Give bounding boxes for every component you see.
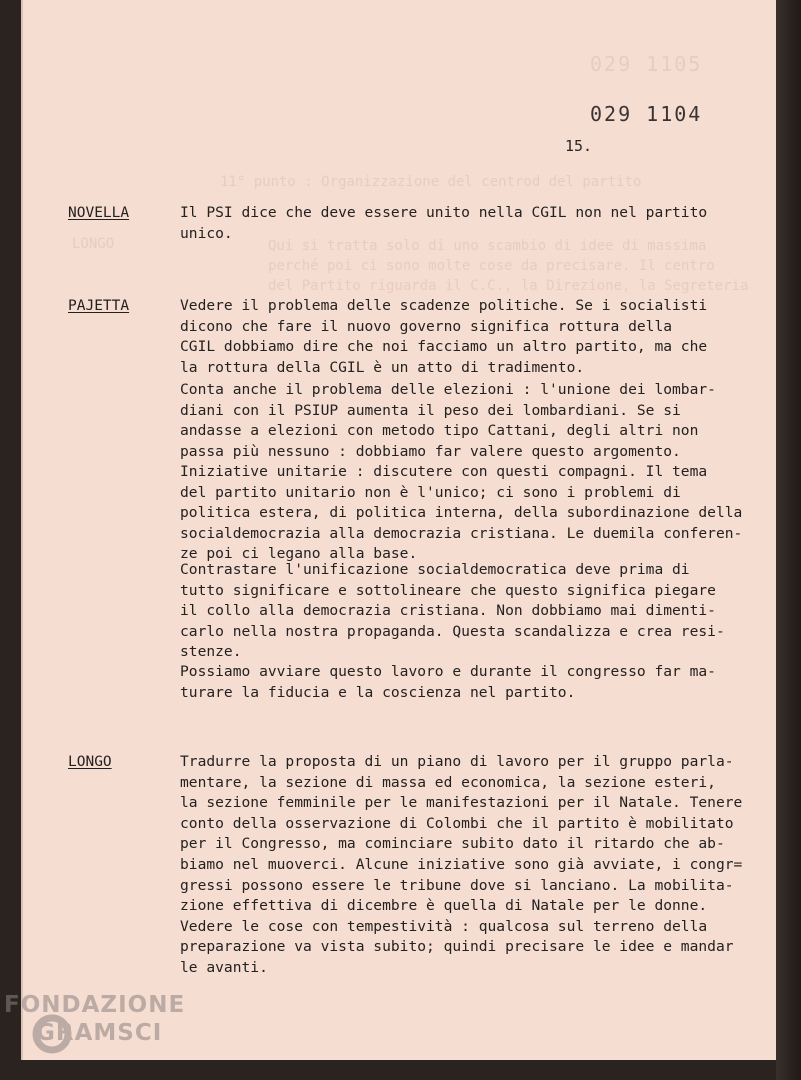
paragraph-pajetta-1: Vedere il problema delle scadenze politiche. Se i socialisti dicono che fare il nuovo governo significa rottura della CGIL dobbiamo dire che noi facciamo un altro partito, ma che la rottura della CGIL è un atto di tradimento. — [180, 297, 708, 376]
watermark-line-1: FONDAZIONE — [4, 992, 186, 1018]
speaker-longo: LONGO — [68, 754, 112, 770]
paragraph-pajetta-2: Conta anche il problema delle elezioni : l'unione dei lombar- diani con il PSIUP aumenta il peso dei lombardiani. Se si andasse a elezioni con metodo tipo Cattani, degli altri non passa più nessuno : dobbiamo far valere questo argomento. — [180, 381, 716, 460]
bleed-through-text: 029 1105 — [590, 52, 703, 76]
bleed-through-text: LONGO — [72, 236, 115, 252]
archive-stamp-number: 029 1104 — [590, 102, 703, 126]
paragraph-pajetta-3: Iniziative unitarie : discutere con questi compagni. Il tema del partito unitario non è l'unico; ci sono i problemi di politica estera, di politica interna, della subordinazione della socialdemocrazia alla democrazia cristiana. Le duemila conferen- ze poi ci legano alla base. — [180, 463, 743, 563]
bleed-through-text: Qui si tratta solo di uno scambio di idee di massima perché poi ci sono molte cose da precisare. Il centro del Partito riguarda il C.C., la Direzione, la Segreteria — [268, 238, 749, 294]
page-number: 15. — [565, 137, 593, 155]
speaker-pajetta: PAJETTA — [68, 298, 130, 314]
watermark-line-2: GRAMSCI — [36, 1020, 163, 1046]
paragraph-novella-1: Il PSI dice che deve essere unito nella CGIL non nel partito unico. — [180, 204, 708, 242]
bleed-through-text: 11° punto : Organizzazione del centrod del partito — [220, 174, 642, 190]
speaker-novella: NOVELLA — [68, 205, 130, 221]
paragraph-pajetta-5: Possiamo avviare questo lavoro e durante il congresso far ma- turare la fiducia e la coscienza nel partito. — [180, 663, 716, 701]
paragraph-longo-1: Tradurre la proposta di un piano di lavoro per il gruppo parla- mentare, la sezione di massa ed economica, la sezione esteri, la sezione femminile per le manifestazioni per il Natale. Tenere conto della osservazione di Colombi che il partito è mobilitato per il Congresso, ma cominciare subito dato il ritardo che ab- biamo nel muoverci. Alcune iniziative sono già avviate, i congr= gressi possono essere le tribune dove si lanciano. La mobilita- zione effettiva di dicembre è quella di Natale per le donne. Vedere le cose con tempestività : qualcosa sul terreno della preparazione va vista subito; quindi precisare le idee e mandar le avanti. — [180, 753, 743, 976]
paragraph-pajetta-4: Contrastare l'unificazione socialdemocratica deve prima di tutto significare e sottolineare che questo significa piegare il collo alla democrazia cristiana. Non dobbiamo mai dimenti- carlo nella nostra propaganda. Questa scandalizza e crea resi- stenze. — [180, 561, 725, 661]
fondazione-gramsci-watermark — [4, 990, 204, 1070]
